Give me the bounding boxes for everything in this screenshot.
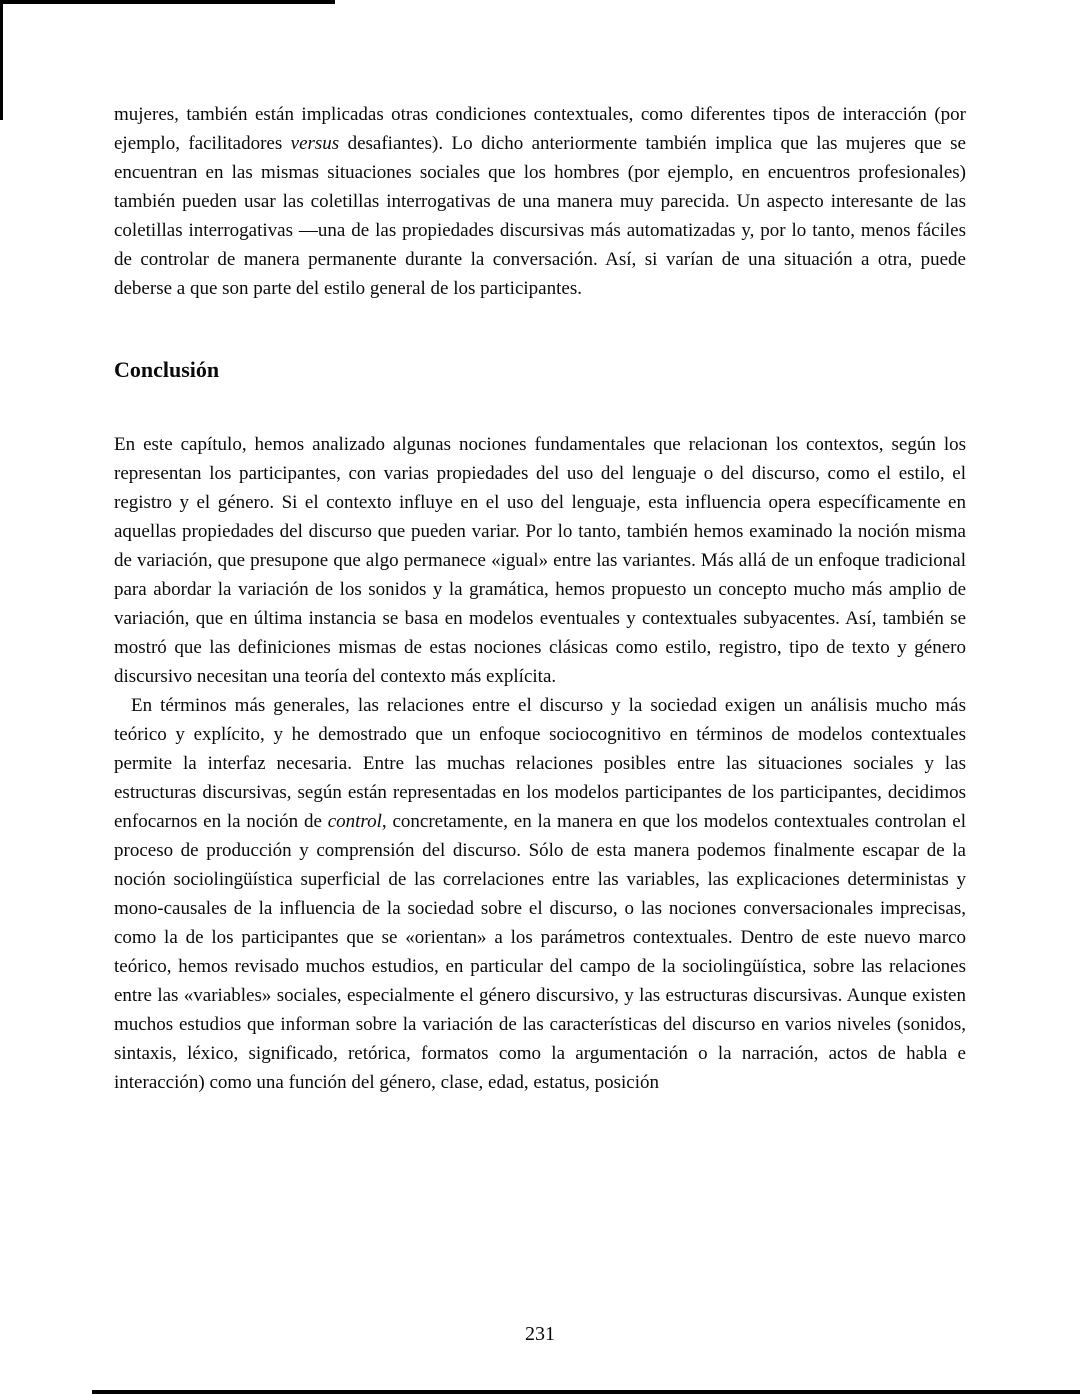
italic-term-control: control [327,811,382,832]
paragraph-text: En términos más generales, las relaciones entre el discurso y la sociedad exigen un análisis mucho más teórico y explícito, y he demostrado que un enfoque sociocognitivo en términos de modelos contextuales permite la interfaz necesaria. Entre las muchas relaciones posibles entre las situaciones sociales y las estructuras discursivas, según están representadas en los modelos participantes de los participantes, decidimos enfocarnos en la noción de [114,695,966,832]
section-heading: Conclusión [114,357,220,382]
text-block [114,100,966,1097]
scan-artifact-bottom [92,1390,1080,1394]
paragraph-conclusion-2 [114,691,966,1097]
scan-artifact-left [0,0,3,120]
paragraph-continuation [114,100,966,303]
page-number: 231 [525,1323,555,1345]
paragraph-text: desafiantes). Lo dicho anteriormente también implica que las mujeres que se encuentran en las mismas situaciones sociales que los hombres (por ejemplo, en encuentros profesionales) también pueden usar las coletillas interrogativas de una manera muy parecida. Un aspecto interesante de las coletillas interrogativas —una de las propiedades discursivas más automatizadas y, por lo tanto, menos fáciles de controlar de manera permanente durante la conversación. Así, si varían de una situación a otra, puede deberse a que son parte del estilo general de los participantes. [114,133,966,299]
scan-artifact-top [0,0,335,4]
paragraph-conclusion-1: En este capítulo, hemos analizado algunas nociones fundamentales que relacionan los contextos, según los representan los participantes, con varias propiedades del uso del lenguaje o del discurso, como el estilo, el registro y el género. Si el contexto influye en el uso del lenguaje, esta influencia opera específicamente en aquellas propiedades del discurso que pueden variar. Por lo tanto, también hemos examinado la noción misma de variación, que presupone que algo permanece «igual» entre las variantes. Más allá de un enfoque tradicional para abordar la variación de los sonidos y la gramática, hemos propuesto un concepto mucho más amplio de variación, que en última instancia se basa en modelos eventuales y contextuales subyacentes. Así, también se mostró que las definiciones mismas de estas nociones clásicas como estilo, registro, tipo de texto y género discursivo necesitan una teoría del contexto más explícita. [114,434,966,687]
paragraph-text: mujeres, también están implicadas otras condiciones contextuales, como diferentes tipos de interacción (por ejemplo, facilitadores [114,104,966,154]
italic-term-versus: versus [290,133,340,154]
paragraph-text: , concretamente, en la manera en que los modelos contextuales controlan el proceso de producción y comprensión del discurso. Sólo de esta manera podemos finalmente escapar de la noción sociolingüística superficial de las correlaciones entre las variables, las explicaciones deterministas y mono-causales de la influencia de la sociedad sobre el discurso, o las nociones conversacionales imprecisas, como la de los participantes que se «orientan» a los parámetros contextuales. Dentro de este nuevo marco teórico, hemos revisado muchos estudios, en particular del campo de la sociolingüística, sobre las relaciones entre las «variables» sociales, especialmente el género discursivo, y las estructuras discursivas. Aunque existen muchos estudios que informan sobre la variación de las características del discurso en varios niveles (sonidos, sintaxis, léxico, significado, retórica, formatos como la argumentación o la narración, actos de habla e interacción) como una función del género, clase, edad, estatus, posición [114,811,966,1093]
